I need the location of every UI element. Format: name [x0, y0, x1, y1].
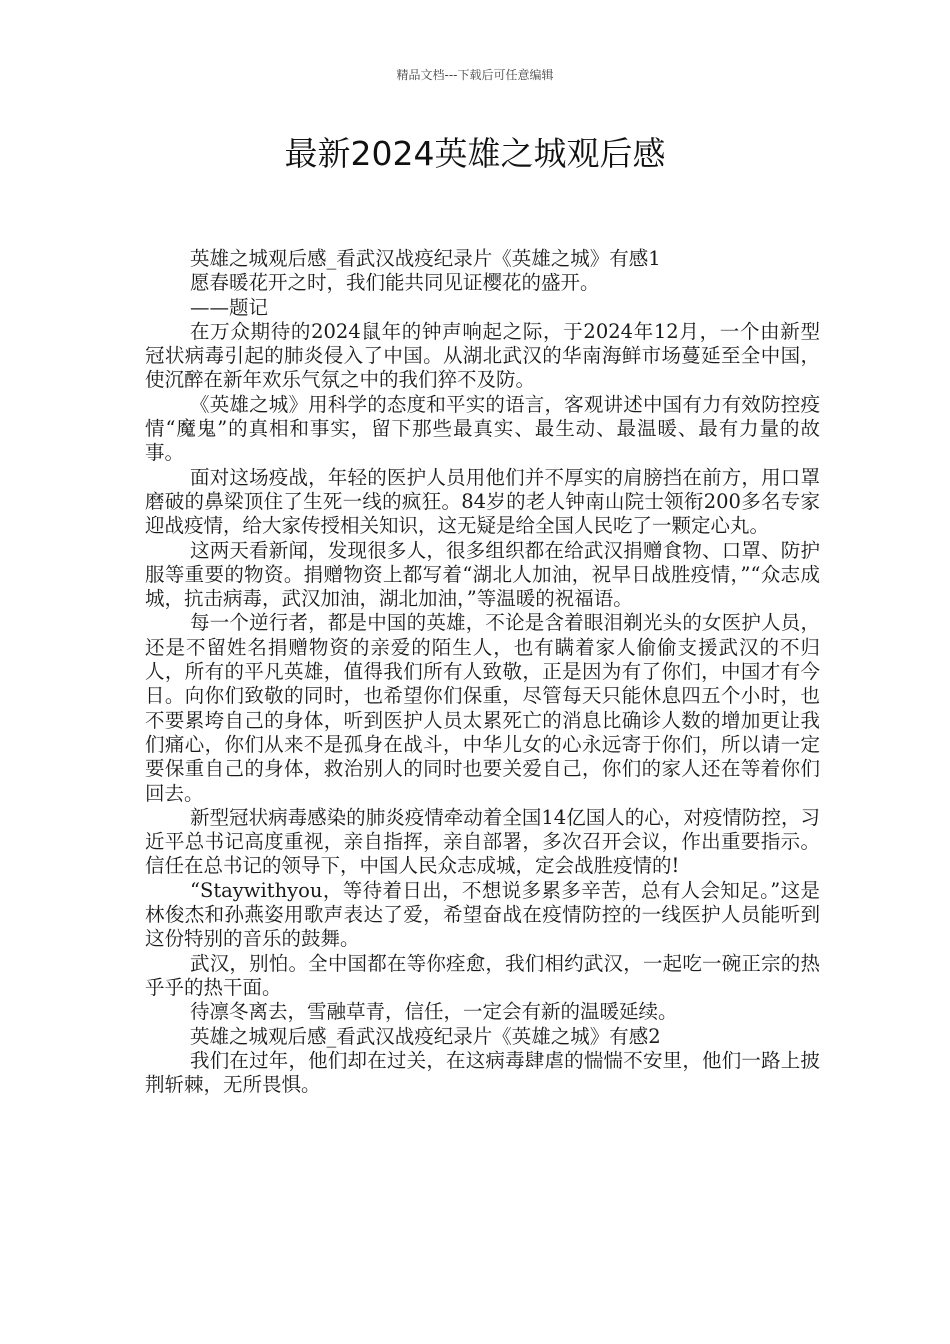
paragraph-3: ——题记 [190, 295, 269, 319]
paragraph-12: 待凛冬离去，雪融草青，信任，一定会有新的温暖延续。 [190, 1000, 678, 1024]
page-header-note: 精品文档---下载后可任意编辑 [396, 68, 554, 82]
paragraph-6: 面对这场疫战，年轻的医护人员用他们并不厚实的肩膀挡在前方，用口罩磨破的鼻梁顶住了生死一线的疯狂。84岁的老人钟南山院士领衔200多名专家迎战疫情，给大家传授相关知识，这无疑是给全国人民吃了一颗定心丸。 [145, 465, 820, 538]
paragraph-14: 我们在过年，他们却在过关，在这病毒肆虐的惴惴不安里，他们一路上披荆斩棘，无所畏惧。 [145, 1048, 820, 1097]
paragraph-7: 这两天看新闻，发现很多人，很多组织都在给武汉捐赠食物、口罩、防护服等重要的物资。捐赠物资上都写着“湖北人加油，祝早日战胜疫情，”“众志成城，抗击病毒，武汉加油，湖北加油，”等温暖的祝福语。 [145, 538, 820, 611]
paragraph-2: 愿春暖花开之时，我们能共同见证樱花的盛开。 [190, 271, 600, 295]
paragraph-9: 新型冠状病毒感染的肺炎疫情牵动着全国14亿国人的心，对疫情防控，习近平总书记高度重视，亲自指挥，亲自部署，多次召开会议，作出重要指示。信任在总书记的领导下，中国人民众志成城，定会战胜疫情的! [145, 805, 820, 878]
paragraph-11: 武汉，别怕。全中国都在等你痊愈，我们相约武汉，一起吃一碗正宗的热乎乎的热干面。 [145, 951, 820, 999]
paragraph-8: 每一个逆行者，都是中国的英雄，不论是含着眼泪剃光头的女医护人员，还是不留姓名捐赠物资的亲爱的陌生人，也有瞒着家人偷偷支援武汉的不归人，所有的平凡英雄，值得我们所有人致敬，正是因为有了你们，中国才有今日。向你们致敬的同时，也希望你们保重，尽管每天只能休息四五个小时，也不要累垮自己的身体，听到医护人员太累死亡的消息比确诊人数的增加更让我们痛心，你们从来不是孤身在战斗，中华儿女的心永远寄于你们，所以请一定要保重自己的身体，救治别人的同时也要关爱自己，你们的家人还在等着你们回去。 [145, 611, 820, 805]
document-body [145, 247, 820, 1097]
paragraph-5: 《英雄之城》用科学的态度和平实的语言，客观讲述中国有力有效防控疫情“魔鬼”的真相和事实，留下那些最真实、最生动、最温暖、最有力量的故事。 [145, 392, 820, 465]
document-title: 最新2024英雄之城观后感 [284, 134, 666, 173]
paragraph-13: 英雄之城观后感_看武汉战疫纪录片《英雄之城》有感2 [190, 1024, 661, 1048]
paragraph-4: 在万众期待的2024鼠年的钟声响起之际，于2024年12月，一个由新型冠状病毒引起的肺炎侵入了中国。从湖北武汉的华南海鲜市场蔓延至全中国，使沉醉在新年欢乐气氛之中的我们猝不及防。 [145, 319, 820, 392]
paragraph-10: “Staywithyou，等待着日出，不想说多累多辛苦，总有人会知足。”这是林俊杰和孙燕姿用歌声表达了爱，希望奋战在疫情防控的一线医护人员能听到这份特别的音乐的鼓舞。 [145, 878, 820, 951]
paragraph-1: 英雄之城观后感_看武汉战疫纪录片《英雄之城》有感1 [190, 247, 661, 270]
